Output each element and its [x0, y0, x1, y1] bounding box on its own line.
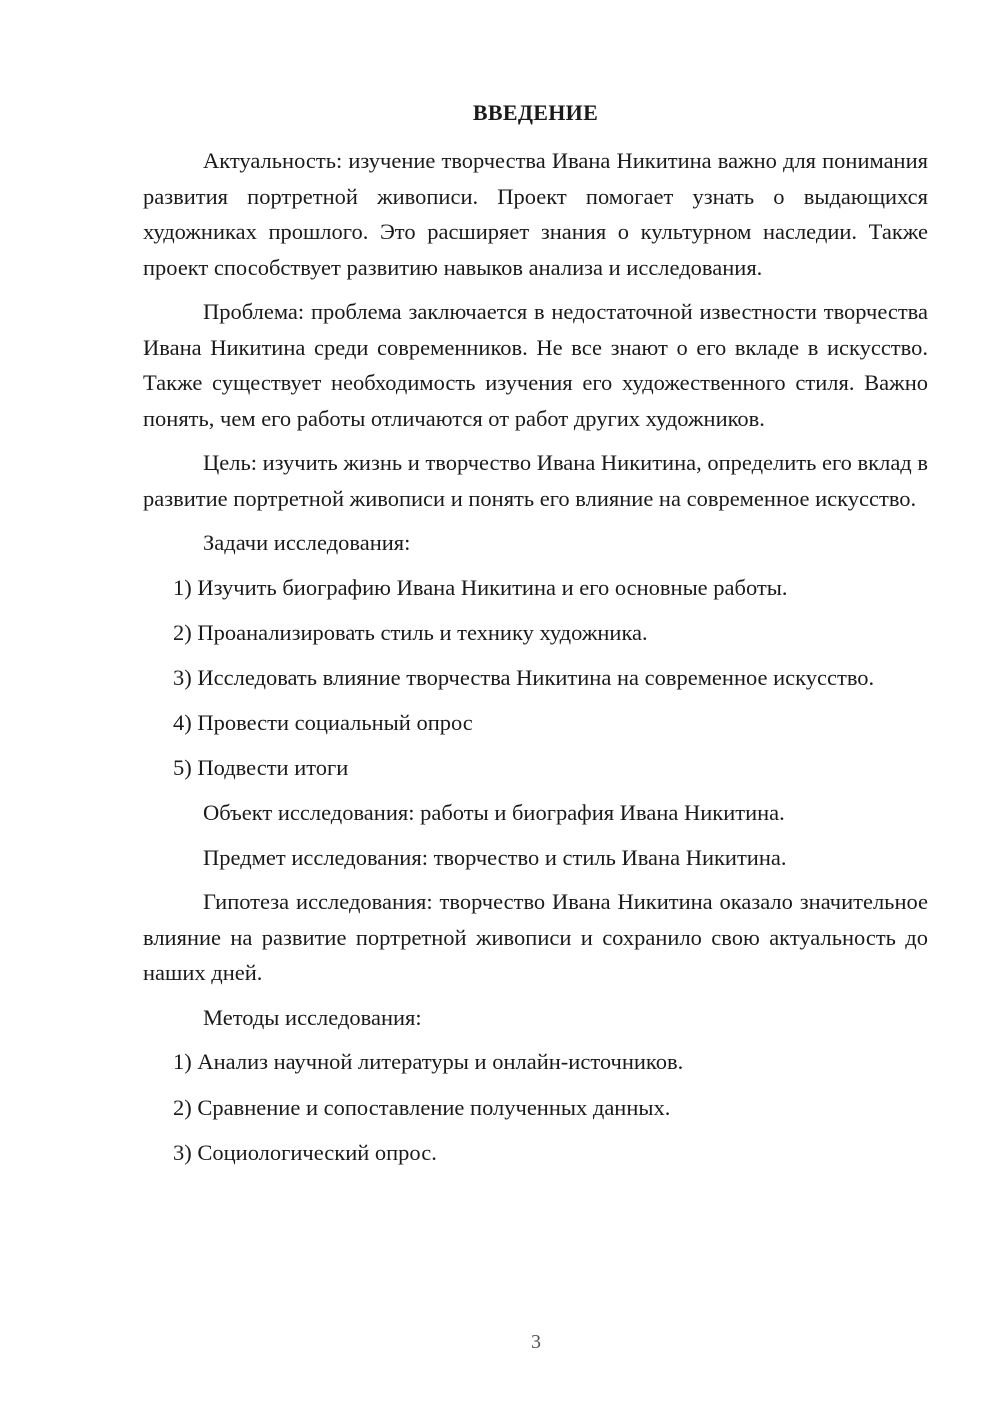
hypothesis-paragraph: Гипотеза исследования: творчество Ивана Никитина оказало значительное влияние на развитие портретной живописи и сохранило свою актуальность до наших дней. [143, 889, 928, 986]
task-item: 3) Исследовать влияние творчества Никитина на современное искусство. [173, 664, 875, 690]
subject-paragraph: Предмет исследования: творчество и стиль Ивана Никитина. [203, 844, 787, 870]
task-item: 2) Проанализировать стиль и технику художника. [173, 619, 648, 645]
task-item: 5) Подвести итоги [173, 755, 349, 781]
method-item: 2) Сравнение и сопоставление полученных данных. [173, 1094, 671, 1120]
problem-paragraph: Проблема: проблема заключается в недостаточной известности творчества Ивана Никитина среди современников. Не все знают о его вкладе в искусство. Также существует необходимость изучения его художественного стиля. Важно понять, чем его работы отличаются от работ других художников. [143, 299, 928, 431]
method-item: 3) Социологический опрос. [173, 1139, 437, 1165]
method-item: 1) Анализ научной литературы и онлайн-источников. [173, 1049, 684, 1075]
object-paragraph: Объект исследования: работы и биография Ивана Никитина. [203, 800, 785, 826]
page-number: 3 [531, 1331, 541, 1353]
task-item: 4) Провести социальный опрос [173, 710, 473, 736]
goal-paragraph: Цель: изучить жизнь и творчество Ивана Никитина, определить его вклад в развитие портретной живописи и понять его влияние на современное искусство. [143, 450, 928, 511]
methods-heading: Методы исследования: [203, 1004, 422, 1030]
tasks-heading: Задачи исследования: [203, 530, 411, 555]
page-content [143, 95, 928, 1180]
section-title: ВВЕДЕНИЕ [472, 100, 599, 125]
task-item: 1) Изучить биографию Ивана Никитина и его основные работы. [173, 574, 788, 600]
relevance-paragraph: Актуальность: изучение творчества Ивана Никитина важно для понимания развития портретной живописи. Проект помогает узнать о выдающихся художниках прошлого. Это расширяет знания о культурном наследии. Также проект способствует развитию навыков анализа и исследования. [143, 148, 928, 280]
